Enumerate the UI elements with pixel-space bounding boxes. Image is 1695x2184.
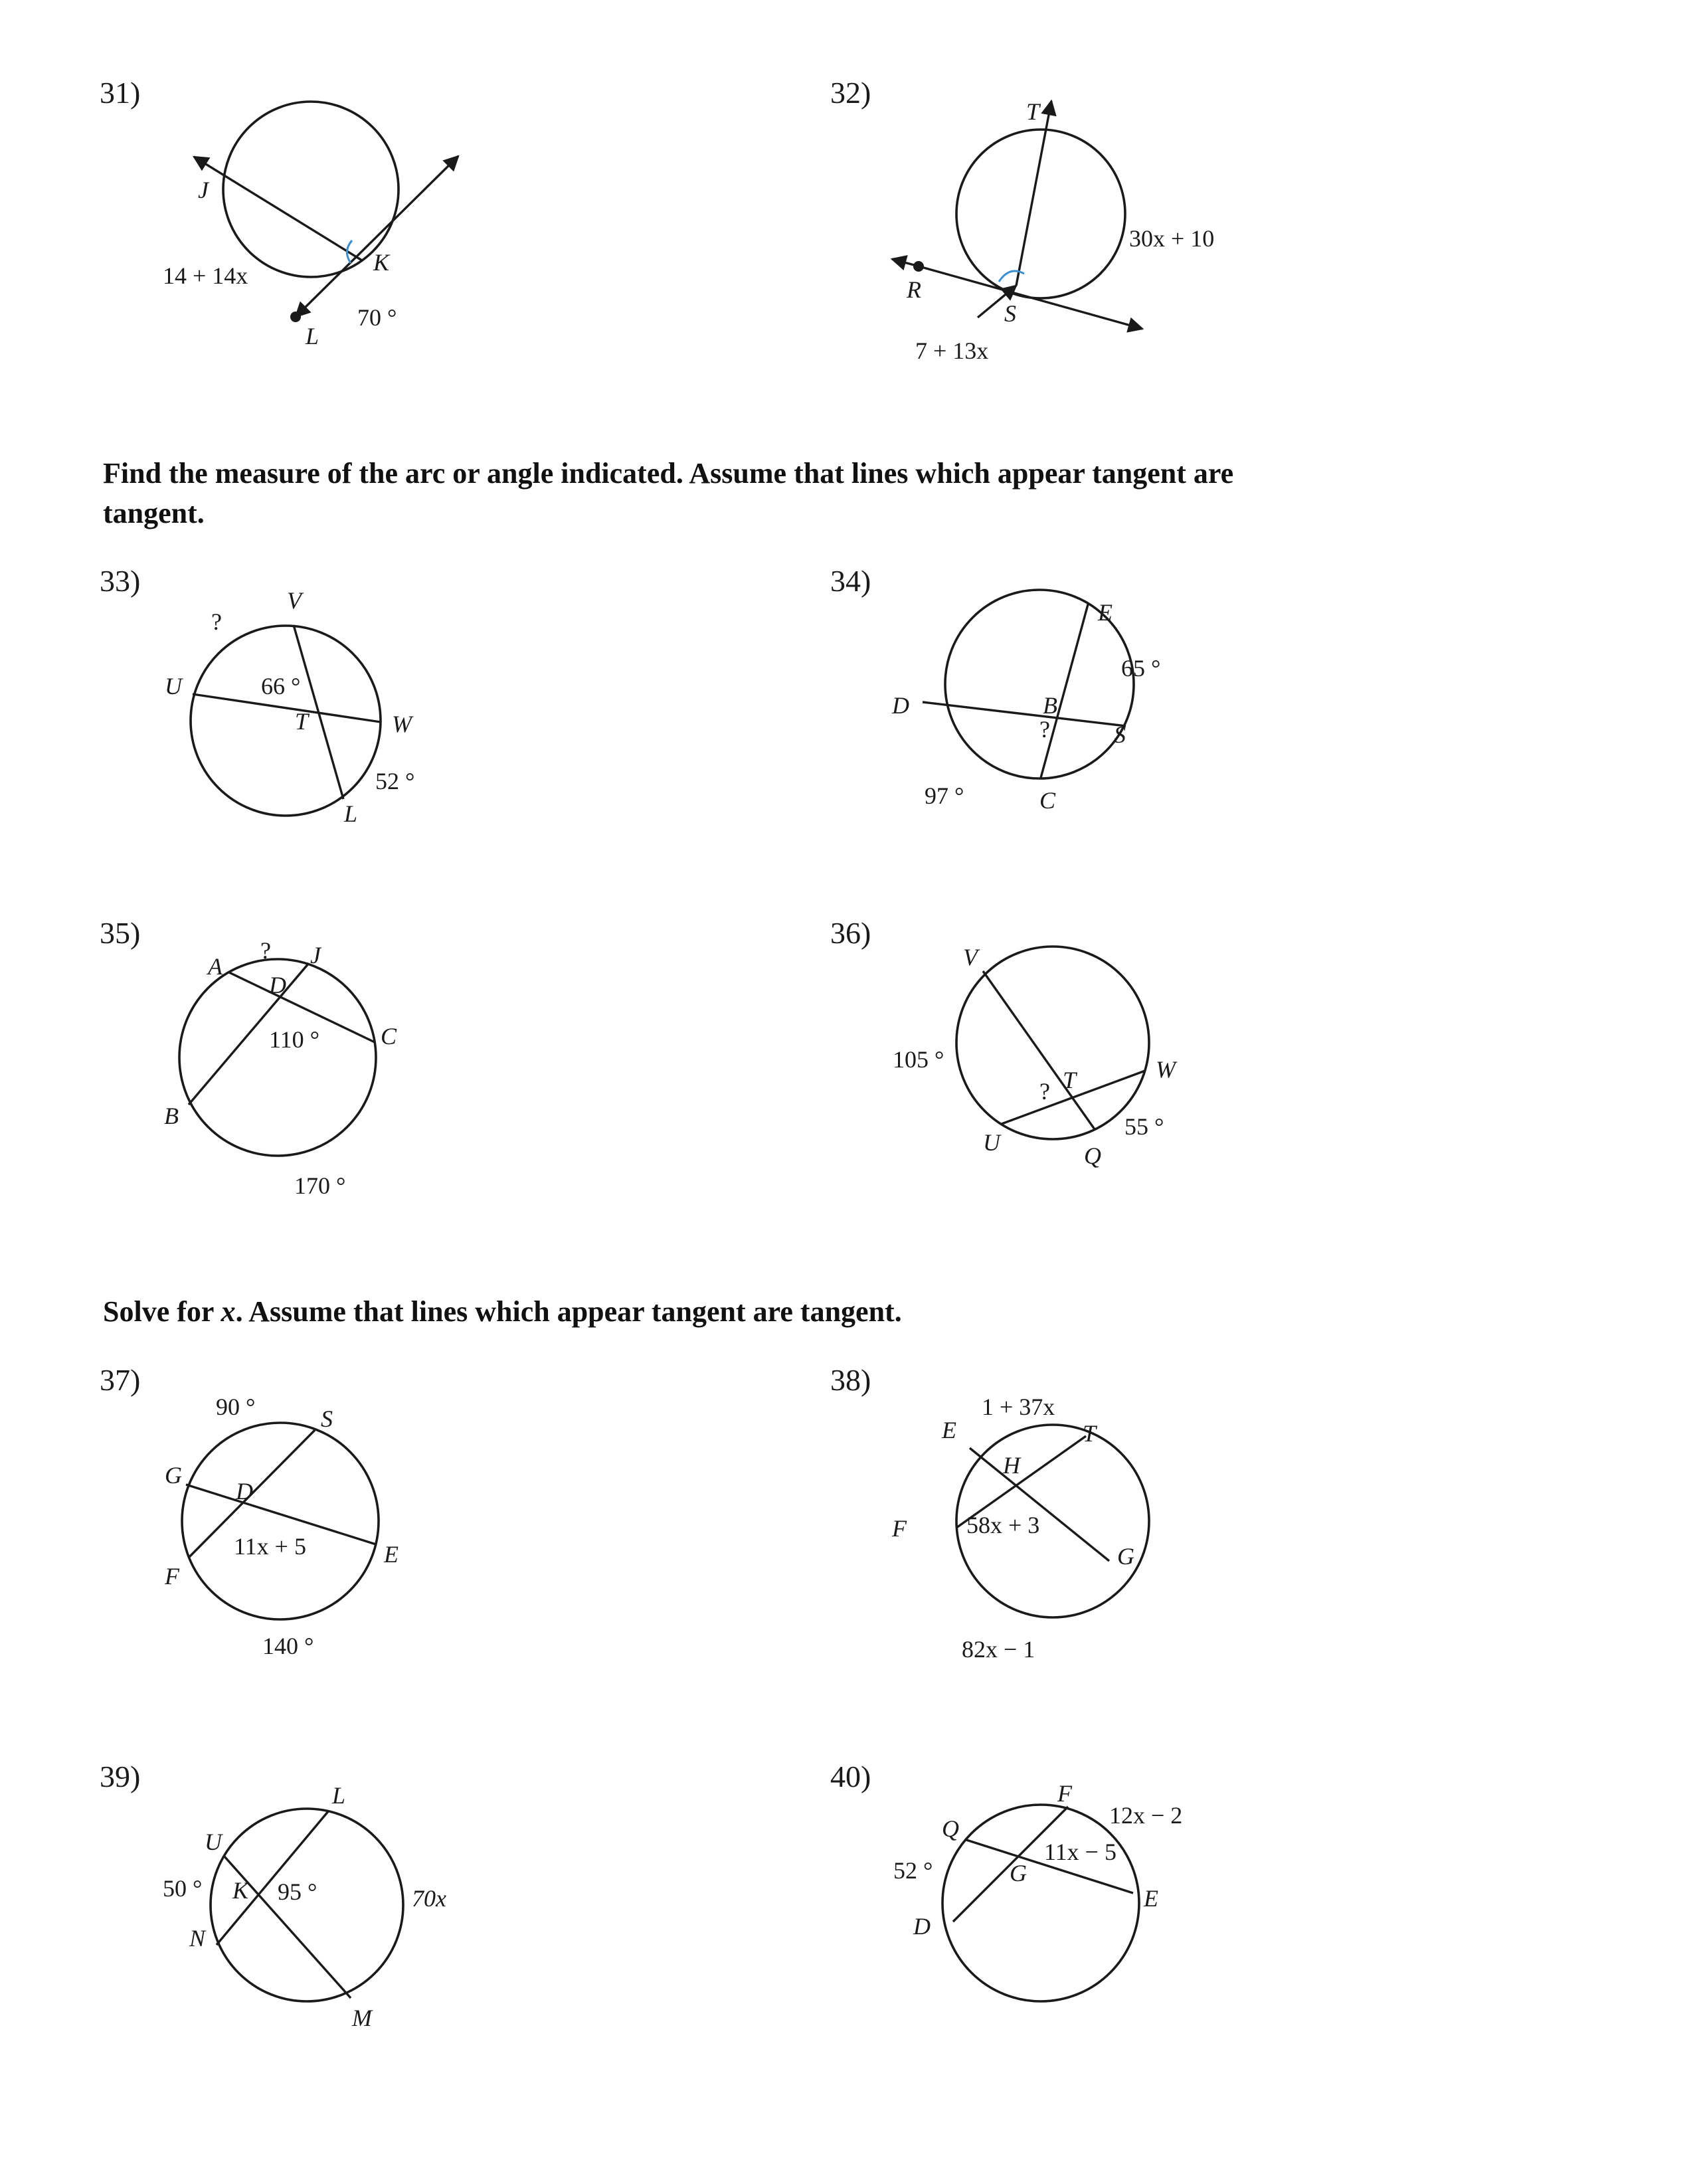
problem-number-38: 38) <box>830 1363 871 1397</box>
label-S-32: S <box>1004 300 1016 327</box>
label-S-37: S <box>321 1406 333 1432</box>
problem-number-32: 32) <box>830 76 871 110</box>
label-U-36: U <box>983 1129 1000 1156</box>
label-N-39: N <box>189 1925 206 1952</box>
arc-label-36b: 55 ° <box>1124 1113 1164 1140</box>
tangent-32-left <box>892 259 917 266</box>
label-T-38: T <box>1083 1420 1097 1447</box>
solve-variable: x <box>221 1295 236 1328</box>
arc-label-38a: 1 + 37x <box>982 1394 1055 1420</box>
label-L-39: L <box>332 1782 346 1809</box>
problem-number-39: 39) <box>100 1760 141 1793</box>
angle-label-33: 66 ° <box>261 673 301 699</box>
arc-label-39b: 70x <box>412 1885 446 1912</box>
unknown-35: ? <box>260 937 271 964</box>
label-U-33: U <box>165 673 182 699</box>
angle-marker-32 <box>999 271 1024 282</box>
solve-prefix: Solve for <box>103 1295 221 1328</box>
label-G-40: G <box>1010 1860 1027 1886</box>
point-L-31 <box>290 312 301 322</box>
circle-37 <box>182 1423 379 1619</box>
problem-32 <box>830 76 1214 364</box>
angle-label-35: 110 ° <box>269 1026 320 1053</box>
arc-label-31: 14 + 14x <box>163 262 248 289</box>
label-V-36: V <box>963 944 978 970</box>
label-D-34: D <box>892 692 909 719</box>
label-T-32: T <box>1026 98 1040 125</box>
tangent-32 <box>917 266 1142 329</box>
solve-rest: . Assume that lines which appear tangent are tangent. <box>235 1295 902 1328</box>
point-R-32 <box>913 261 924 272</box>
label-E-34: E <box>1098 599 1113 626</box>
label-B-35: B <box>164 1103 179 1129</box>
angle-label-40: 11x − 5 <box>1044 1839 1116 1865</box>
instruction-find-arc-line2: tangent. <box>103 497 205 529</box>
arc-label-37a: 90 ° <box>216 1394 256 1420</box>
problem-40 <box>830 1760 1182 2001</box>
problem-36 <box>830 916 1178 1169</box>
label-K-31: K <box>373 249 390 276</box>
label-W-33: W <box>392 711 412 737</box>
chord-VQ-36 <box>983 971 1095 1129</box>
arc-label-34b: 97 ° <box>925 782 964 809</box>
arc-label-32: 30x + 10 <box>1129 225 1215 252</box>
arc-label-33: 52 ° <box>375 768 415 794</box>
label-D-35: D <box>269 972 286 998</box>
label-C-34: C <box>1039 787 1056 814</box>
label-F-40: F <box>1057 1780 1072 1807</box>
label-B-34: B <box>1043 692 1057 719</box>
label-T-36: T <box>1063 1067 1077 1093</box>
unknown-36: ? <box>1039 1078 1050 1105</box>
label-W-36: W <box>1156 1056 1176 1083</box>
label-T-33: T <box>295 708 309 735</box>
chord-EC-34 <box>1041 604 1088 778</box>
arc-label-38b: 82x − 1 <box>962 1636 1035 1663</box>
label-L-33: L <box>344 800 358 827</box>
problem-number-36: 36) <box>830 916 871 950</box>
problem-37 <box>100 1363 399 1659</box>
label-C-35: C <box>381 1023 397 1049</box>
label-H-38: H <box>1003 1452 1020 1479</box>
arc-label-37b: 140 ° <box>262 1633 314 1659</box>
label-A-35: A <box>208 953 223 980</box>
label-E-38: E <box>942 1417 956 1443</box>
unknown-34: ? <box>1039 716 1050 743</box>
angle-label-38: 58x + 3 <box>966 1512 1040 1538</box>
label-V-33: V <box>287 587 302 614</box>
angle-label-31: 70 ° <box>357 304 397 331</box>
problem-33 <box>100 564 414 827</box>
label-J-35: J <box>310 942 321 968</box>
arc-label-40a: 12x − 2 <box>1109 1802 1183 1829</box>
label-F-37: F <box>165 1563 179 1590</box>
arc-label-34a: 65 ° <box>1121 655 1161 682</box>
label-G-38: G <box>1117 1543 1134 1570</box>
label-G-37: G <box>165 1462 182 1489</box>
label-S-34: S <box>1114 721 1126 748</box>
label-Q-36: Q <box>1084 1142 1101 1169</box>
unknown-33: ? <box>211 608 222 635</box>
angle-label-37: 11x + 5 <box>234 1533 306 1560</box>
problem-number-31: 31) <box>100 76 141 110</box>
problem-number-37: 37) <box>100 1363 141 1397</box>
angle-label-32: 7 + 13x <box>915 337 989 364</box>
label-F-38: F <box>892 1515 907 1542</box>
arc-label-36a: 105 ° <box>893 1046 944 1073</box>
angle-label-39: 95 ° <box>278 1878 317 1905</box>
label-E-40: E <box>1144 1885 1158 1912</box>
label-R-32: R <box>907 276 921 303</box>
label-U-39: U <box>205 1829 222 1855</box>
problem-number-33: 33) <box>100 564 141 598</box>
arc-label-35: 170 ° <box>294 1172 346 1199</box>
instruction-find-arc-line1: Find the measure of the arc or angle indicated. Assume that lines which appear tangent are <box>103 457 1234 490</box>
problem-39 <box>100 1760 446 2031</box>
problem-35 <box>100 916 397 1199</box>
arc-label-39a: 50 ° <box>163 1875 203 1902</box>
label-Q-40: Q <box>942 1815 959 1842</box>
problem-34 <box>830 564 1160 814</box>
label-D-40: D <box>913 1913 931 1940</box>
problem-number-35: 35) <box>100 916 141 950</box>
problem-31 <box>100 76 458 349</box>
tangent-31 <box>296 156 458 317</box>
arc-label-40b: 52 ° <box>893 1857 933 1884</box>
secant-31 <box>194 157 362 260</box>
label-M-39: M <box>352 2005 372 2031</box>
problem-38 <box>830 1363 1149 1663</box>
circle-33 <box>191 626 381 816</box>
problem-number-40: 40) <box>830 1760 871 1793</box>
label-D-37: D <box>236 1478 253 1504</box>
problem-number-34: 34) <box>830 564 871 598</box>
label-K-39: K <box>232 1877 249 1904</box>
label-J-31: J <box>198 177 209 203</box>
label-E-37: E <box>384 1541 399 1568</box>
circle-31 <box>223 102 399 277</box>
label-L-31: L <box>306 323 319 349</box>
